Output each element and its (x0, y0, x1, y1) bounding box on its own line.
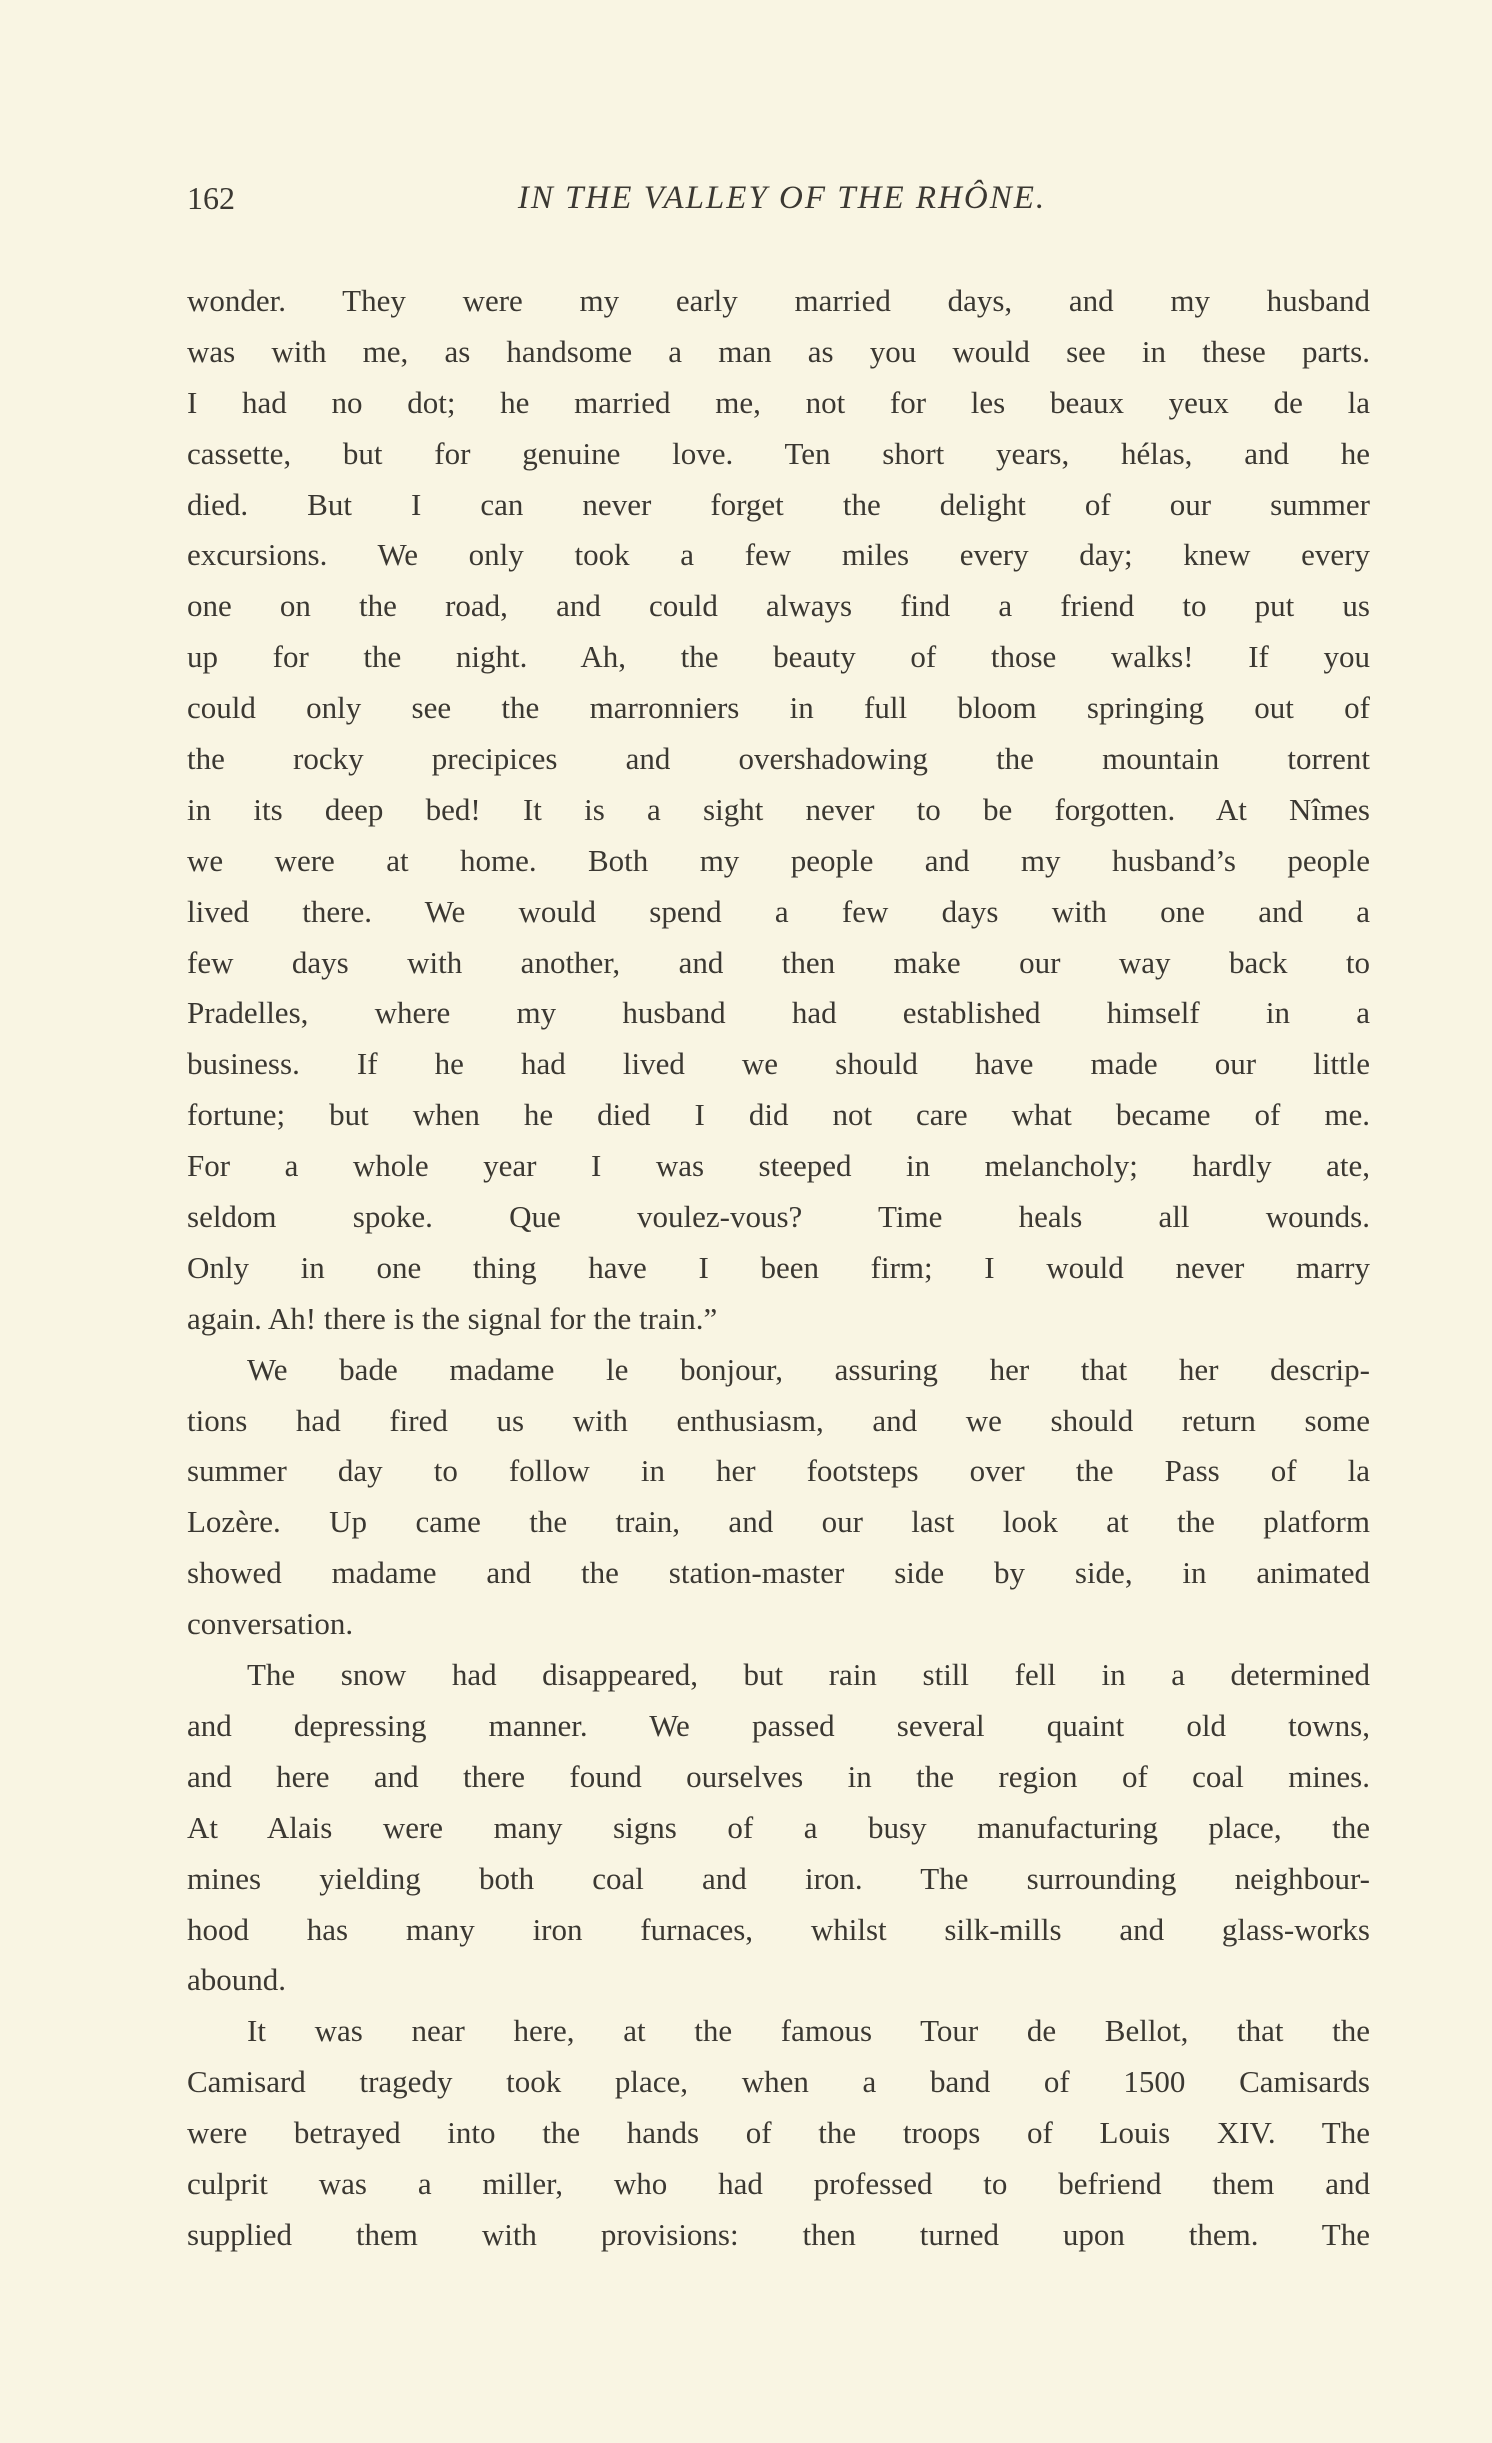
text-line: few days with another, and then make our way back to (187, 944, 1370, 980)
text-line: one on the road, and could always find a friend to put us (187, 588, 1370, 624)
running-header (187, 180, 1370, 230)
text-line: Only in one thing have I been firm; I would never marry (187, 1249, 1370, 1285)
text-line: fortune; but when he died I did not care what became of me. (187, 1097, 1370, 1133)
page-number: 162 (187, 180, 235, 216)
text-line: in its deep bed! It is a sight never to be forgotten. At Nîmes (187, 791, 1370, 827)
text-line: hood has many iron furnaces, whilst silk-mills and glass-works (187, 1911, 1370, 1947)
text-line: I had no dot; he married me, not for les beaux yeux de la (187, 384, 1370, 420)
text-line: excursions. We only took a few miles every day; knew every (187, 537, 1370, 573)
text-line: we were at home. Both my people and my husband’s people (187, 842, 1370, 878)
running-title: IN THE VALLEY OF THE RHÔNE. (517, 180, 1047, 216)
text-line: and here and there found ourselves in the region of coal mines. (187, 1758, 1370, 1794)
text-line: and depressing manner. We passed several quaint old towns, (187, 1707, 1370, 1743)
text-line: Lozère. Up came the train, and our last look at the platform (187, 1504, 1370, 1540)
text-line: up for the night. Ah, the beauty of those walks! If you (187, 639, 1370, 675)
text-line: cassette, but for genuine love. Ten short years, hélas, and he (187, 435, 1370, 471)
text-line: were betrayed into the hands of the troops of Louis XIV. The (187, 2115, 1370, 2151)
text-line: summer day to follow in her footsteps over the Pass of la (187, 1453, 1370, 1489)
text-line: the rocky precipices and overshadowing the mountain torrent (187, 741, 1370, 777)
text-line: seldom spoke. Que voulez-vous? Time heals all wounds. (187, 1199, 1370, 1235)
text-line: died. But I can never forget the delight of our summer (187, 486, 1370, 522)
text-line: showed madame and the station-master side by side, in animated (187, 1555, 1370, 1591)
text-line: For a whole year I was steeped in melancholy; hardly ate, (187, 1148, 1370, 1184)
body-text (187, 276, 1370, 2261)
text-line: mines yielding both coal and iron. The surrounding neighbour- (187, 1860, 1370, 1896)
text-line: Pradelles, where my husband had established himself in a (187, 995, 1370, 1031)
text-line: The snow had disappeared, but rain still fell in a determined (247, 1657, 1370, 1693)
text-line: could only see the marronniers in full bloom springing out of (187, 690, 1370, 726)
text-line: supplied them with provisions: then turned upon them. The (187, 2216, 1370, 2252)
text-line: wonder. They were my early married days, and my husband (187, 283, 1370, 318)
text-line: conversation. (187, 1606, 354, 1642)
text-line: culprit was a miller, who had professed to befriend them and (187, 2165, 1370, 2201)
text-line: was with me, as handsome a man as you would see in these parts. (187, 333, 1370, 369)
text-line: business. If he had lived we should have made our little (187, 1046, 1370, 1082)
text-line: tions had fired us with enthusiasm, and we should return some (187, 1402, 1370, 1438)
text-line: We bade madame le bonjour, assuring her that her descrip- (247, 1351, 1370, 1387)
text-line: again. Ah! there is the signal for the train.” (187, 1300, 718, 1336)
text-line: abound. (187, 1962, 287, 1998)
text-line: Camisard tragedy took place, when a band of 1500 Camisards (187, 2064, 1370, 2100)
text-line: At Alais were many signs of a busy manufacturing place, the (187, 1809, 1370, 1845)
text-line: It was near here, at the famous Tour de Bellot, that the (247, 2013, 1370, 2049)
text-line: lived there. We would spend a few days with one and a (187, 893, 1370, 929)
